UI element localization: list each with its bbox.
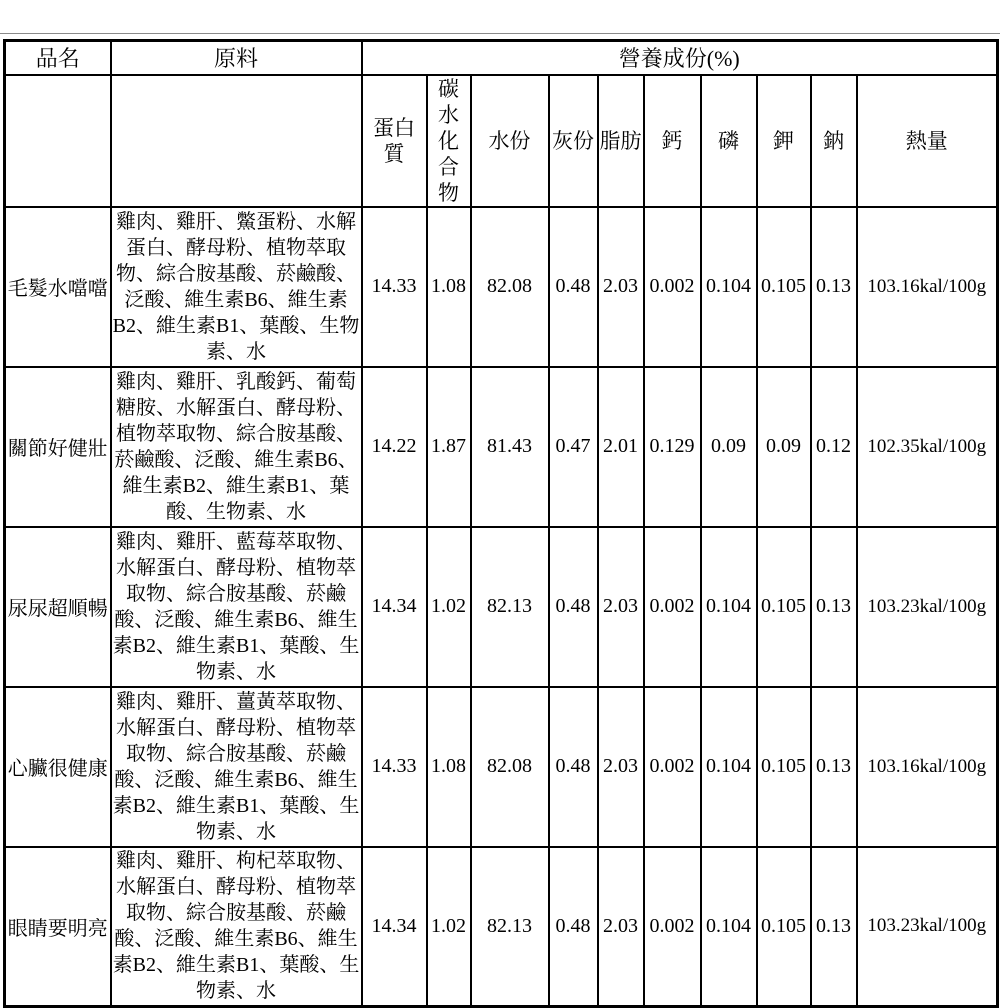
product-name-cell: 毛髮水噹噹 bbox=[5, 207, 111, 367]
nutrient-value-cell: 0.104 bbox=[701, 527, 757, 687]
nutrient-value-cell: 0.13 bbox=[811, 207, 857, 367]
nutrient-value-cell: 82.08 bbox=[471, 687, 549, 847]
nutrient-value-cell: 0.09 bbox=[701, 367, 757, 527]
nutrient-header-energy: 熱量 bbox=[857, 75, 998, 207]
nutrient-value-cell: 82.13 bbox=[471, 847, 549, 1007]
nutrient-value-cell: 81.43 bbox=[471, 367, 549, 527]
nutrient-header-moisture: 水份 bbox=[471, 75, 549, 207]
nutrient-value-cell: 0.48 bbox=[549, 527, 598, 687]
nutrient-value-cell: 0.002 bbox=[644, 207, 701, 367]
ingredients-col-header: 原料 bbox=[111, 41, 362, 75]
nutrient-value-cell: 0.104 bbox=[701, 207, 757, 367]
nutrient-header-fat: 脂肪 bbox=[598, 75, 644, 207]
header-row-sub bbox=[5, 75, 998, 207]
nutrient-header-sodium: 鈉 bbox=[811, 75, 857, 207]
product-name-cell: 眼睛要明亮 bbox=[5, 847, 111, 1007]
table-row bbox=[5, 367, 998, 527]
header-row-top bbox=[5, 41, 998, 75]
nutrient-value-cell: 0.002 bbox=[644, 687, 701, 847]
nutrient-value-cell: 0.105 bbox=[757, 687, 811, 847]
ingredients-cell: 雞肉、雞肝、鱉蛋粉、水解蛋白、酵母粉、植物萃取物、綜合胺基酸、菸鹼酸、泛酸、維生素B6、維生素B2、維生素B1、葉酸、生物素、水 bbox=[111, 207, 362, 367]
table-header bbox=[5, 41, 998, 207]
nutrient-value-cell: 0.48 bbox=[549, 847, 598, 1007]
empty-header-cell bbox=[5, 75, 111, 207]
nutrient-value-cell: 0.104 bbox=[701, 847, 757, 1007]
nutrient-value-cell: 82.13 bbox=[471, 527, 549, 687]
empty-header-cell bbox=[111, 75, 362, 207]
nutrient-value-cell: 14.33 bbox=[362, 687, 427, 847]
nutrient-header-calcium: 鈣 bbox=[644, 75, 701, 207]
ingredients-cell: 雞肉、雞肝、枸杞萃取物、水解蛋白、酵母粉、植物萃取物、綜合胺基酸、菸鹼酸、泛酸、維生素B6、維生素B2、維生素B1、葉酸、生物素、水 bbox=[111, 847, 362, 1007]
table-row bbox=[5, 207, 998, 367]
nutrient-value-cell: 1.02 bbox=[427, 527, 471, 687]
energy-value-cell: 103.23kal/100g bbox=[857, 527, 998, 687]
energy-value-cell: 102.35kal/100g bbox=[857, 367, 998, 527]
nutrient-value-cell: 0.105 bbox=[757, 847, 811, 1007]
table-row bbox=[5, 687, 998, 847]
product-name-cell: 尿尿超順暢 bbox=[5, 527, 111, 687]
nutrition-group-header: 營養成份(%) bbox=[362, 41, 998, 75]
nutrition-table bbox=[3, 39, 999, 1008]
nutrient-value-cell: 0.105 bbox=[757, 207, 811, 367]
nutrient-value-cell: 0.13 bbox=[811, 527, 857, 687]
nutrient-header-protein: 蛋白質 bbox=[362, 75, 427, 207]
nutrient-value-cell: 0.13 bbox=[811, 847, 857, 1007]
nutrient-value-cell: 0.13 bbox=[811, 687, 857, 847]
nutrient-header-ash: 灰份 bbox=[549, 75, 598, 207]
nutrient-header-potassium: 鉀 bbox=[757, 75, 811, 207]
nutrient-value-cell: 2.03 bbox=[598, 207, 644, 367]
nutrient-value-cell: 0.002 bbox=[644, 847, 701, 1007]
nutrient-value-cell: 1.08 bbox=[427, 207, 471, 367]
nutrient-value-cell: 2.03 bbox=[598, 687, 644, 847]
product-name-cell: 心臟很健康 bbox=[5, 687, 111, 847]
nutrient-value-cell: 82.08 bbox=[471, 207, 549, 367]
energy-value-cell: 103.16kal/100g bbox=[857, 207, 998, 367]
ingredients-cell: 雞肉、雞肝、薑黃萃取物、水解蛋白、酵母粉、植物萃取物、綜合胺基酸、菸鹼酸、泛酸、維生素B6、維生素B2、維生素B1、葉酸、生物素、水 bbox=[111, 687, 362, 847]
nutrient-value-cell: 1.02 bbox=[427, 847, 471, 1007]
nutrient-value-cell: 1.87 bbox=[427, 367, 471, 527]
nutrient-value-cell: 0.129 bbox=[644, 367, 701, 527]
nutrient-value-cell: 0.09 bbox=[757, 367, 811, 527]
nutrient-value-cell: 0.48 bbox=[549, 207, 598, 367]
nutrient-header-phosphorus: 磷 bbox=[701, 75, 757, 207]
nutrient-value-cell: 2.03 bbox=[598, 847, 644, 1007]
nutrient-value-cell: 0.002 bbox=[644, 527, 701, 687]
nutrient-value-cell: 0.104 bbox=[701, 687, 757, 847]
nutrient-header-carbohydrate: 碳水化合物 bbox=[427, 75, 471, 207]
table-row bbox=[5, 847, 998, 1007]
nutrient-value-cell: 14.34 bbox=[362, 527, 427, 687]
energy-value-cell: 103.16kal/100g bbox=[857, 687, 998, 847]
ingredients-cell: 雞肉、雞肝、藍莓萃取物、水解蛋白、酵母粉、植物萃取物、綜合胺基酸、菸鹼酸、泛酸、維生素B6、維生素B2、維生素B1、葉酸、生物素、水 bbox=[111, 527, 362, 687]
energy-value-cell: 103.23kal/100g bbox=[857, 847, 998, 1007]
nutrient-value-cell: 2.03 bbox=[598, 527, 644, 687]
nutrient-value-cell: 14.34 bbox=[362, 847, 427, 1007]
product-col-header: 品名 bbox=[5, 41, 111, 75]
nutrient-value-cell: 1.08 bbox=[427, 687, 471, 847]
table-row bbox=[5, 527, 998, 687]
product-name-cell: 關節好健壯 bbox=[5, 367, 111, 527]
nutrient-value-cell: 2.01 bbox=[598, 367, 644, 527]
page-top-rule bbox=[0, 33, 1000, 34]
nutrient-value-cell: 0.12 bbox=[811, 367, 857, 527]
nutrient-value-cell: 0.105 bbox=[757, 527, 811, 687]
nutrient-value-cell: 0.47 bbox=[549, 367, 598, 527]
nutrient-value-cell: 14.22 bbox=[362, 367, 427, 527]
table-body bbox=[5, 207, 998, 1007]
nutrient-value-cell: 14.33 bbox=[362, 207, 427, 367]
nutrient-value-cell: 0.48 bbox=[549, 687, 598, 847]
ingredients-cell: 雞肉、雞肝、乳酸鈣、葡萄糖胺、水解蛋白、酵母粉、植物萃取物、綜合胺基酸、菸鹼酸、泛酸、維生素B6、維生素B2、維生素B1、葉酸、生物素、水 bbox=[111, 367, 362, 527]
